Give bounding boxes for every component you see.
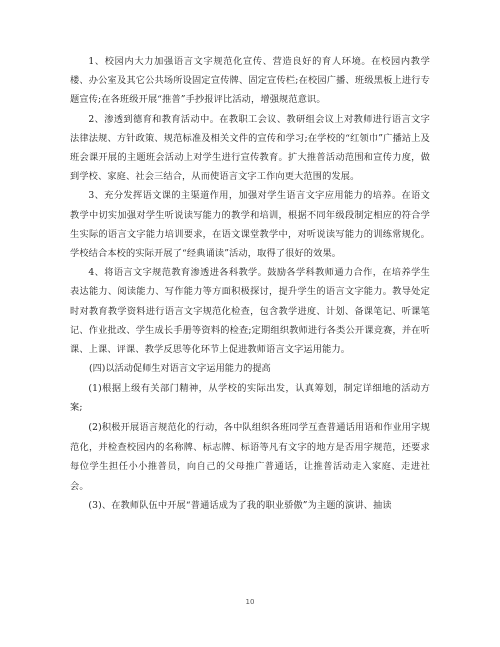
sub-item-3: (3)、在教师队伍中开展“普通话成为了我的职业骄傲”为主题的演讲、抽读 bbox=[88, 500, 392, 512]
page-body bbox=[70, 52, 430, 516]
page-number: 10 bbox=[245, 598, 255, 606]
paragraph-4: 4、将语言文字规范教育渗透进各科教学。鼓励各学科教师通力合作，在培养学生表达能力、阅读能力、写作能力等方面积极探讨，提升学生的语言文字能力。教导处定时对教育教学资料进行语言文字规范化检查，包含教学进度、计划、备课笔记、听课笔记、作业批改、学生成长手册等资料的检查;定期组织教师进行各类公开课竞赛，并在听课、上课、评课、教学反思等化环节上促进教师语言文字运用能力。 bbox=[70, 267, 430, 356]
sub-item-1: (1)根据上级有关部门精神，从学校的实际出发，认真筹划，制定详细地的活动方案; bbox=[70, 382, 430, 414]
paragraph-2: 2、渗透到德育和教育活动中。在教职工会议、教研组会议上对教师进行语言文字法律法规、方针政策、规范标准及相关文件的宣传和学习;在学校的“红领巾”广播站上及班会课开展的主题班会活动上对学生进行宣传教育。扩大推普活动范围和宣传力度，做到学校、家庭、社会三结合，从而使语言文字工作向更大范围的发展。 bbox=[70, 113, 430, 183]
paragraph-1: 1、校园内大力加强语言文字规范化宣传、营造良好的育人环境。在校园内教学楼、办公室及其它公共场所设固定宣传牌、固定宣传栏;在校园广播、班级黑板上进行专题宣传;在各班级开展“推普”手抄报评比活动，增强规范意识。 bbox=[70, 56, 430, 106]
sub-item-2: (2)积极开展语言规范化的行动，各中队组织各班同学互查普通话用语和作业用字规范化，并检查校园内的名称牌、标志牌、标语等凡有文字的地方是否用字规范，还要求每位学生担任小小推普员，向自己的父母推广普通话，让推普活动走入家庭、走进社会。 bbox=[70, 422, 430, 492]
section-heading: (四)以活动促师生对语言文字运用能力的提高 bbox=[89, 363, 271, 375]
paragraph-3: 3、充分发挥语文课的主渠道作用，加强对学生语言文字应用能力的培养。在语文教学中切实加强对学生听说读写能力的教学和培训，根据不同年级段制定相应的符合学生实际的语言文字能力培训要求，在语文课堂教学中，对听说读写能力的训练常规化。学校结合本校的实际开展了“经典诵读”活动，取得了很好的效果。 bbox=[70, 190, 430, 260]
